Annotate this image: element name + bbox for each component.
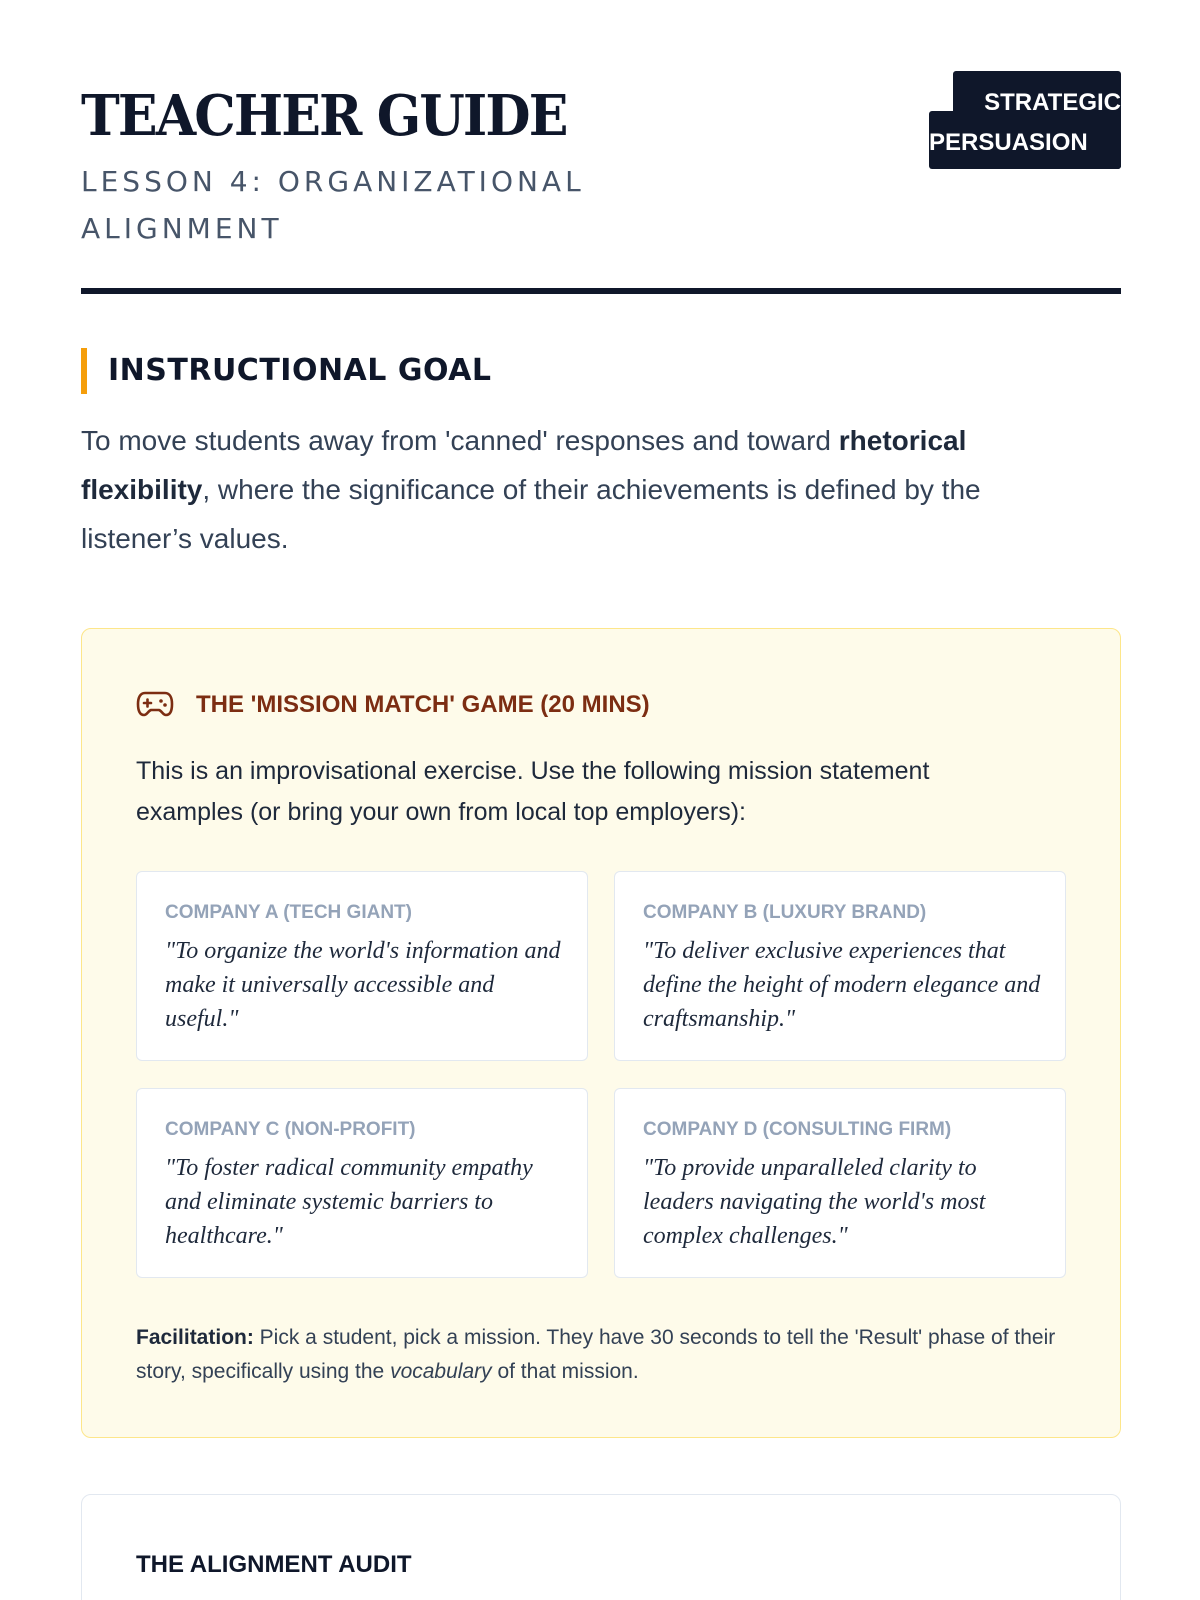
mission-card <box>136 871 588 1061</box>
badge-text <box>929 83 1121 163</box>
mission-card-label: COMPANY B (LUXURY BRAND) <box>643 902 927 923</box>
facilitation-text-italic: vocabulary <box>390 1360 492 1383</box>
badge-line-1: STRATEGIC <box>984 89 1121 116</box>
mission-card-quote: "To provide unparalleled clarity to leaders navigating the world's most complex challenges." <box>643 1155 986 1249</box>
goal-text-before: To move students away from 'canned' responses and toward <box>81 425 839 456</box>
mission-card-label: COMPANY D (CONSULTING FIRM) <box>643 1119 952 1140</box>
goal-text-bold: rhetorical flexibility <box>81 425 967 505</box>
mission-card-label: COMPANY C (NON-PROFIT) <box>165 1119 416 1140</box>
alignment-audit-panel <box>81 1494 1121 1600</box>
mission-card <box>614 871 1066 1061</box>
facilitation-text-after: of that mission. <box>491 1360 639 1383</box>
gamepad-icon <box>136 689 174 719</box>
facilitation-label: Facilitation: <box>136 1326 254 1349</box>
page-title: TEACHER GUIDE <box>81 83 567 149</box>
lesson-subtitle: LESSON 4: ORGANIZATIONAL ALIGNMENT <box>81 165 585 245</box>
goal-description <box>81 416 1091 563</box>
goal-accent-bar <box>81 348 87 394</box>
header-divider <box>81 288 1121 294</box>
audit-title: THE ALIGNMENT AUDIT <box>136 1551 412 1578</box>
goal-heading: INSTRUCTIONAL GOAL <box>108 353 492 388</box>
mission-card-quote: "To foster radical community empathy and eliminate systemic barriers to healthcare." <box>165 1155 533 1249</box>
facilitation-text-before: Pick a student, pick a mission. They have 30 seconds to tell the 'Result' phase of their story, specifically using the <box>136 1326 1056 1383</box>
badge-line-2: PERSUASION <box>929 129 1088 156</box>
goal-text-after: , where the significance of their achievements is defined by the listener’s values. <box>81 474 981 554</box>
mission-card-label: COMPANY A (TECH GIANT) <box>165 902 412 923</box>
mission-card <box>614 1088 1066 1278</box>
mission-match-panel <box>81 628 1121 1438</box>
mission-card-quote: "To organize the world's information and make it universally accessible and useful." <box>165 938 561 1032</box>
mission-card-quote: "To deliver exclusive experiences that define the height of modern elegance and craftsmanship." <box>643 938 1041 1032</box>
guide-header <box>81 82 1121 294</box>
game-title: THE 'MISSION MATCH' GAME (20 MINS) <box>196 691 650 718</box>
mission-card <box>136 1088 588 1278</box>
category-badge <box>929 71 1121 169</box>
facilitation-note <box>136 1321 1076 1389</box>
game-intro: This is an improvisational exercise. Use the following mission statement examples (or bring your own from local top employers): <box>136 757 930 826</box>
